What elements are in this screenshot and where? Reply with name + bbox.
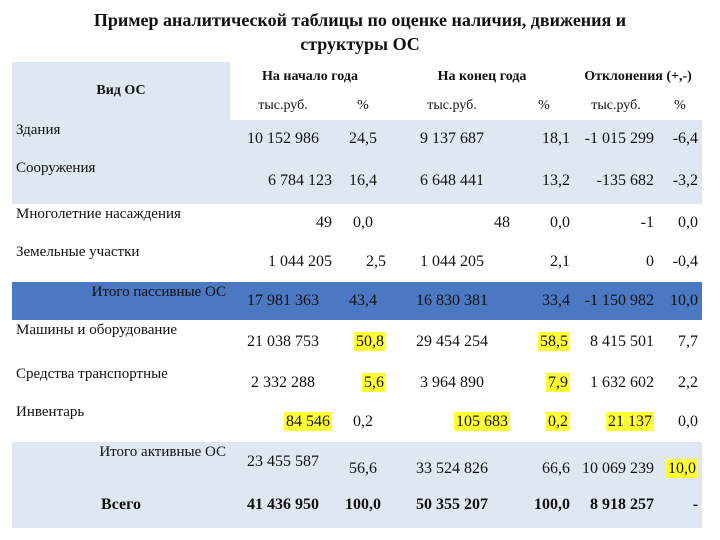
row-name: Машины и оборудование bbox=[12, 320, 230, 364]
header-unit-end-money: тыс.руб. bbox=[390, 92, 514, 120]
cell-start-value: 2 332 288 bbox=[230, 364, 336, 402]
header-group-dev: Отклонения (+,-) bbox=[574, 62, 702, 92]
row-name: Инвентарь bbox=[12, 402, 230, 442]
cell-dev-value: 21 137 bbox=[608, 413, 652, 430]
cell-start-pct: 0,2 bbox=[336, 402, 390, 442]
row-name: Здания bbox=[12, 120, 230, 158]
table-row bbox=[12, 402, 702, 442]
cell-end-value: 6 648 441 bbox=[390, 158, 514, 204]
cell-end-pct: 33,4 bbox=[514, 282, 574, 320]
table-row bbox=[12, 320, 702, 364]
cell-dev-value: -1 015 299 bbox=[574, 120, 658, 158]
cell-dev-pct: 10,0 bbox=[668, 460, 697, 477]
row-name: Сооружения bbox=[12, 158, 230, 204]
title-line-2: структуры ОС bbox=[300, 34, 420, 54]
cell-dev-value: 10 069 239 bbox=[574, 442, 658, 482]
header-unit-dev-pct: % bbox=[658, 92, 702, 120]
cell-end-pct: 0,0 bbox=[514, 204, 574, 242]
cell-dev-pct: 0,0 bbox=[658, 204, 702, 242]
row-name: Средства транспортные bbox=[12, 364, 230, 402]
title-line-1: Пример аналитической таблицы по оценке наличия, движения и bbox=[93, 10, 627, 30]
cell-dev-value: 8 415 501 bbox=[574, 320, 658, 364]
cell-dev-pct: -0,4 bbox=[658, 242, 702, 282]
cell-start-value: 1 044 205 bbox=[230, 242, 336, 282]
analytics-table bbox=[12, 62, 702, 528]
cell-dev-pct: 2,2 bbox=[658, 364, 702, 402]
table-row bbox=[12, 242, 702, 282]
document-title bbox=[0, 8, 720, 56]
cell-end-pct: 18,1 bbox=[514, 120, 574, 158]
row-name: Всего bbox=[12, 482, 230, 528]
cell-end-value: 50 355 207 bbox=[390, 482, 514, 528]
cell-start-value: 21 038 753 bbox=[230, 320, 336, 364]
cell-start-pct: 50,8 bbox=[356, 333, 384, 350]
table-row-subtotal-active bbox=[12, 442, 702, 482]
cell-end-pct: 100,0 bbox=[514, 482, 574, 528]
header-group-end: На конец года bbox=[390, 62, 574, 92]
cell-end-value: 33 524 826 bbox=[390, 442, 514, 482]
cell-end-value: 3 964 890 bbox=[390, 364, 514, 402]
table-row bbox=[12, 364, 702, 402]
cell-dev-pct: 0,0 bbox=[658, 402, 702, 442]
cell-dev-pct: 10,0 bbox=[658, 282, 702, 320]
cell-start-pct: 56,6 bbox=[336, 442, 390, 482]
cell-start-value: 23 455 587 bbox=[230, 442, 336, 482]
cell-start-value: 41 436 950 bbox=[230, 482, 336, 528]
header-unit-start-money: тыс.руб. bbox=[230, 92, 336, 120]
cell-end-pct: 66,6 bbox=[514, 442, 574, 482]
table-row-total bbox=[12, 482, 702, 528]
cell-dev-pct: -6,4 bbox=[658, 120, 702, 158]
cell-dev-value: 0 bbox=[574, 242, 658, 282]
table-row-subtotal-passive bbox=[12, 282, 702, 320]
cell-start-value: 6 784 123 bbox=[230, 158, 336, 204]
table-row bbox=[12, 158, 702, 204]
row-name: Итого пассивные ОС bbox=[12, 282, 230, 320]
header-unit-dev-money: тыс.руб. bbox=[574, 92, 658, 120]
cell-start-value: 10 152 986 bbox=[230, 120, 336, 158]
cell-end-pct: 0,2 bbox=[548, 413, 568, 430]
cell-end-pct: 7,9 bbox=[548, 374, 568, 391]
cell-end-value: 9 137 687 bbox=[390, 120, 514, 158]
header-row-groups bbox=[12, 62, 702, 92]
cell-start-pct: 43,4 bbox=[336, 282, 390, 320]
cell-end-value: 48 bbox=[390, 204, 514, 242]
table-row bbox=[12, 204, 702, 242]
cell-dev-value: -1 150 982 bbox=[574, 282, 658, 320]
row-name: Многолетние насаждения bbox=[12, 204, 230, 242]
cell-dev-value: 1 632 602 bbox=[574, 364, 658, 402]
cell-end-value: 29 454 254 bbox=[390, 320, 514, 364]
cell-start-pct: 100,0 bbox=[336, 482, 390, 528]
row-name: Итого активные ОС bbox=[12, 442, 230, 482]
cell-start-pct: 0,0 bbox=[336, 204, 390, 242]
table-row bbox=[12, 120, 702, 158]
cell-dev-pct: - bbox=[658, 482, 702, 528]
cell-end-pct: 58,5 bbox=[540, 333, 568, 350]
cell-end-value: 1 044 205 bbox=[390, 242, 514, 282]
header-col-name: Вид ОС bbox=[12, 62, 230, 120]
cell-end-pct: 2,1 bbox=[514, 242, 574, 282]
header-unit-end-pct: % bbox=[514, 92, 574, 120]
cell-dev-value: -1 bbox=[574, 204, 658, 242]
cell-dev-pct: -3,2 bbox=[658, 158, 702, 204]
cell-end-value: 105 683 bbox=[456, 413, 508, 430]
cell-start-value: 17 981 363 bbox=[230, 282, 336, 320]
cell-dev-value: -135 682 bbox=[574, 158, 658, 204]
cell-end-pct: 13,2 bbox=[514, 158, 574, 204]
cell-start-pct: 5,6 bbox=[364, 374, 384, 391]
cell-start-pct: 24,5 bbox=[336, 120, 390, 158]
cell-end-value: 16 830 381 bbox=[390, 282, 514, 320]
cell-start-pct: 16,4 bbox=[336, 158, 390, 204]
cell-dev-value: 8 918 257 bbox=[574, 482, 658, 528]
header-group-start: На начало года bbox=[230, 62, 390, 92]
cell-start-value: 84 546 bbox=[286, 413, 330, 430]
cell-dev-pct: 7,7 bbox=[658, 320, 702, 364]
header-unit-start-pct: % bbox=[336, 92, 390, 120]
cell-start-value: 49 bbox=[230, 204, 336, 242]
cell-start-pct: 2,5 bbox=[336, 242, 390, 282]
row-name: Земельные участки bbox=[12, 242, 230, 282]
